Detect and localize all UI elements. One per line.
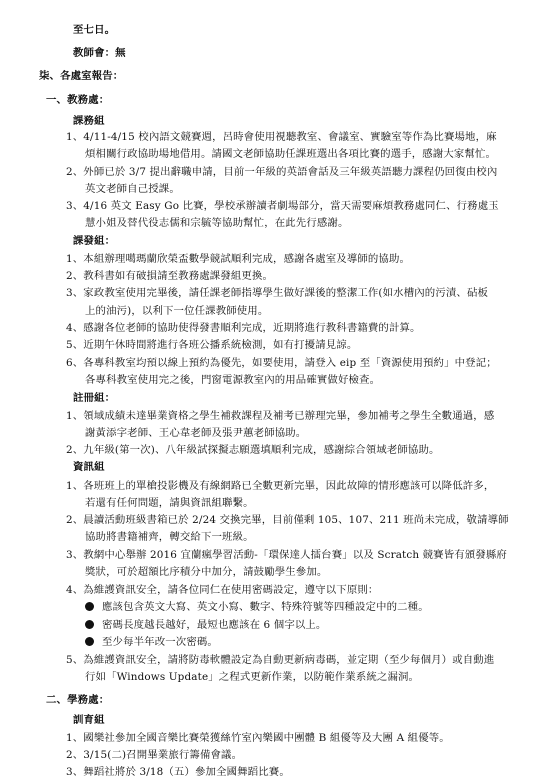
- item-course-1-cont: 煩相關行政協助場地借用。請國文老師協助任課班選出各項比賽的選手，感謝大家幫忙。: [85, 148, 497, 160]
- section-heading-reports: 柒、各處室報告：: [39, 70, 124, 82]
- item-info-1-cont: 若還有任何問題，請與資訊組聯繫。: [85, 497, 254, 509]
- bullet-item-1: 應該包含英文大寫、英文小寫、數字、特殊符號等四種設定中的二種。: [85, 601, 429, 614]
- item-course-3: 3、4/16 英文 Easy Go 比賽，學校承辦讀者劇場部分，當天需要麻煩教務處同仁、行務處玉: [66, 200, 499, 212]
- item-info-1: 1、各班班上的單槍投影機及有線網路已全數更新完畢，因此故障的情形應該可以降低許多，: [66, 480, 495, 492]
- subsection-registration: 註冊組：: [73, 392, 116, 404]
- item-registration-2: 2、九年級(第一次)、八年級試探擬志願選填順利完成，感謝綜合領域老師協助。: [66, 444, 440, 456]
- item-activities-2: 2、3/15(二)召開畢業旅行籌備會議。: [66, 749, 243, 761]
- bullet-icon: [85, 620, 94, 629]
- item-info-2-cont: 協助將書籍補齊，轉交給下一班級。: [85, 531, 254, 543]
- item-curriculum-3-cont: 上的油污)，以利下一位任課教師使用。: [85, 305, 269, 317]
- item-info-2: 2、晨讀活動班級書箱已於 2/24 交換完畢，目前僅剩 105、107、211 班尚未完成，敬請導師: [66, 514, 509, 526]
- section-heading-student-affairs: 二、學務處：: [46, 694, 110, 706]
- subsection-course-affairs: 課務組: [73, 115, 105, 127]
- subsection-information: 資訊組: [73, 461, 105, 473]
- subsection-activities: 訓育組: [73, 714, 105, 726]
- item-curriculum-4: 4、感謝各位老師的協助使得發書順利完成，近期將進行教科書籍費的計算。: [66, 322, 421, 334]
- line-teacher-union: 教師會：無: [73, 47, 126, 59]
- item-info-3-cont: 獎狀，可於超額比序積分中加分，請鼓勵學生參加。: [85, 566, 328, 578]
- item-curriculum-6: 6、各專科教室均預以線上預約為優先，如要使用，請登入 eip 至「資源使用預約」中登記；: [66, 357, 497, 369]
- section-heading-academic-affairs: 一、教務處：: [46, 94, 110, 106]
- item-registration-1: 1、領域成績未達畢業資格之學生補救課程及補考已辦理完畢，參加補考之學生全數通過，感: [66, 410, 495, 422]
- item-course-1: 1、4/11-4/15 校內語文競賽週，呂時會使用視聽教室、會議室、實驗室等作為比賽場地，麻: [66, 131, 497, 143]
- item-info-4: 4、為維護資訊安全，請各位同仁在使用密碼設定，遵守以下原則：: [66, 584, 379, 596]
- item-curriculum-3: 3、家政教室使用完畢後，請任課老師指導學生做好課後的整潔工作(如水槽內的污漬、砧板: [66, 287, 489, 299]
- item-curriculum-2: 2、教科書如有破損請至教務處課發組更換。: [66, 270, 274, 282]
- item-course-2-cont: 英文老師自己授課。: [85, 183, 180, 195]
- item-info-5-cont: 行如「Windows Update」之程式更新作業，以防範作業系統之漏洞。: [85, 671, 420, 683]
- item-registration-1-cont: 謝黃添字老師、王心韋老師及張尹蕙老師協助。: [85, 427, 307, 439]
- subsection-curriculum: 課發組：: [73, 235, 116, 247]
- bullet-icon: [85, 602, 94, 611]
- item-info-3: 3、教網中心舉辦 2016 宜蘭瘋學習活動-「環保達人擂台賽」以及 Scratch 競賽皆有頒發縣府: [66, 549, 507, 561]
- bullet-item-3: 至少每半年改一次密碼。: [85, 636, 218, 649]
- line-heading-end-date: 至七日。: [73, 24, 116, 36]
- bullet-item-2: 密碼長度越長越好，最短也應該在 6 個字以上。: [85, 619, 326, 632]
- bullet-icon: [85, 637, 94, 646]
- item-activities-3: 3、舞蹈社將於 3/18（五）參加全國舞蹈比賽。: [66, 766, 290, 778]
- item-curriculum-5: 5、近期午休時間將進行各班公播系統檢測，如有打擾請見諒。: [66, 339, 358, 351]
- item-curriculum-6-cont: 各專科教室使用完之後，門窗電源教室內的用品確實做好檢查。: [85, 374, 381, 386]
- item-activities-1: 1、國樂社參加全國音樂比賽榮獲絲竹室內樂國中團體 B 組優等及大團 A 組優等。: [66, 732, 450, 744]
- item-info-5: 5、為維護資訊安全，請將防毒軟體設定為自動更新病毒碼，並定期（至少每個月）或自動進: [66, 654, 495, 666]
- item-course-3-cont: 慧小姐及替代役志儒和宗毓等協助幫忙，在此先行感謝。: [85, 217, 349, 229]
- item-curriculum-1: 1、本組辦理噶瑪蘭欣榮盃數學競試順利完成，感謝各處室及導師的協助。: [66, 253, 411, 265]
- item-course-2: 2、外師已於 3/7 提出辭職申請，目前一年級的英語會話及三年級英語聽力課程仍回復由校內: [66, 166, 498, 178]
